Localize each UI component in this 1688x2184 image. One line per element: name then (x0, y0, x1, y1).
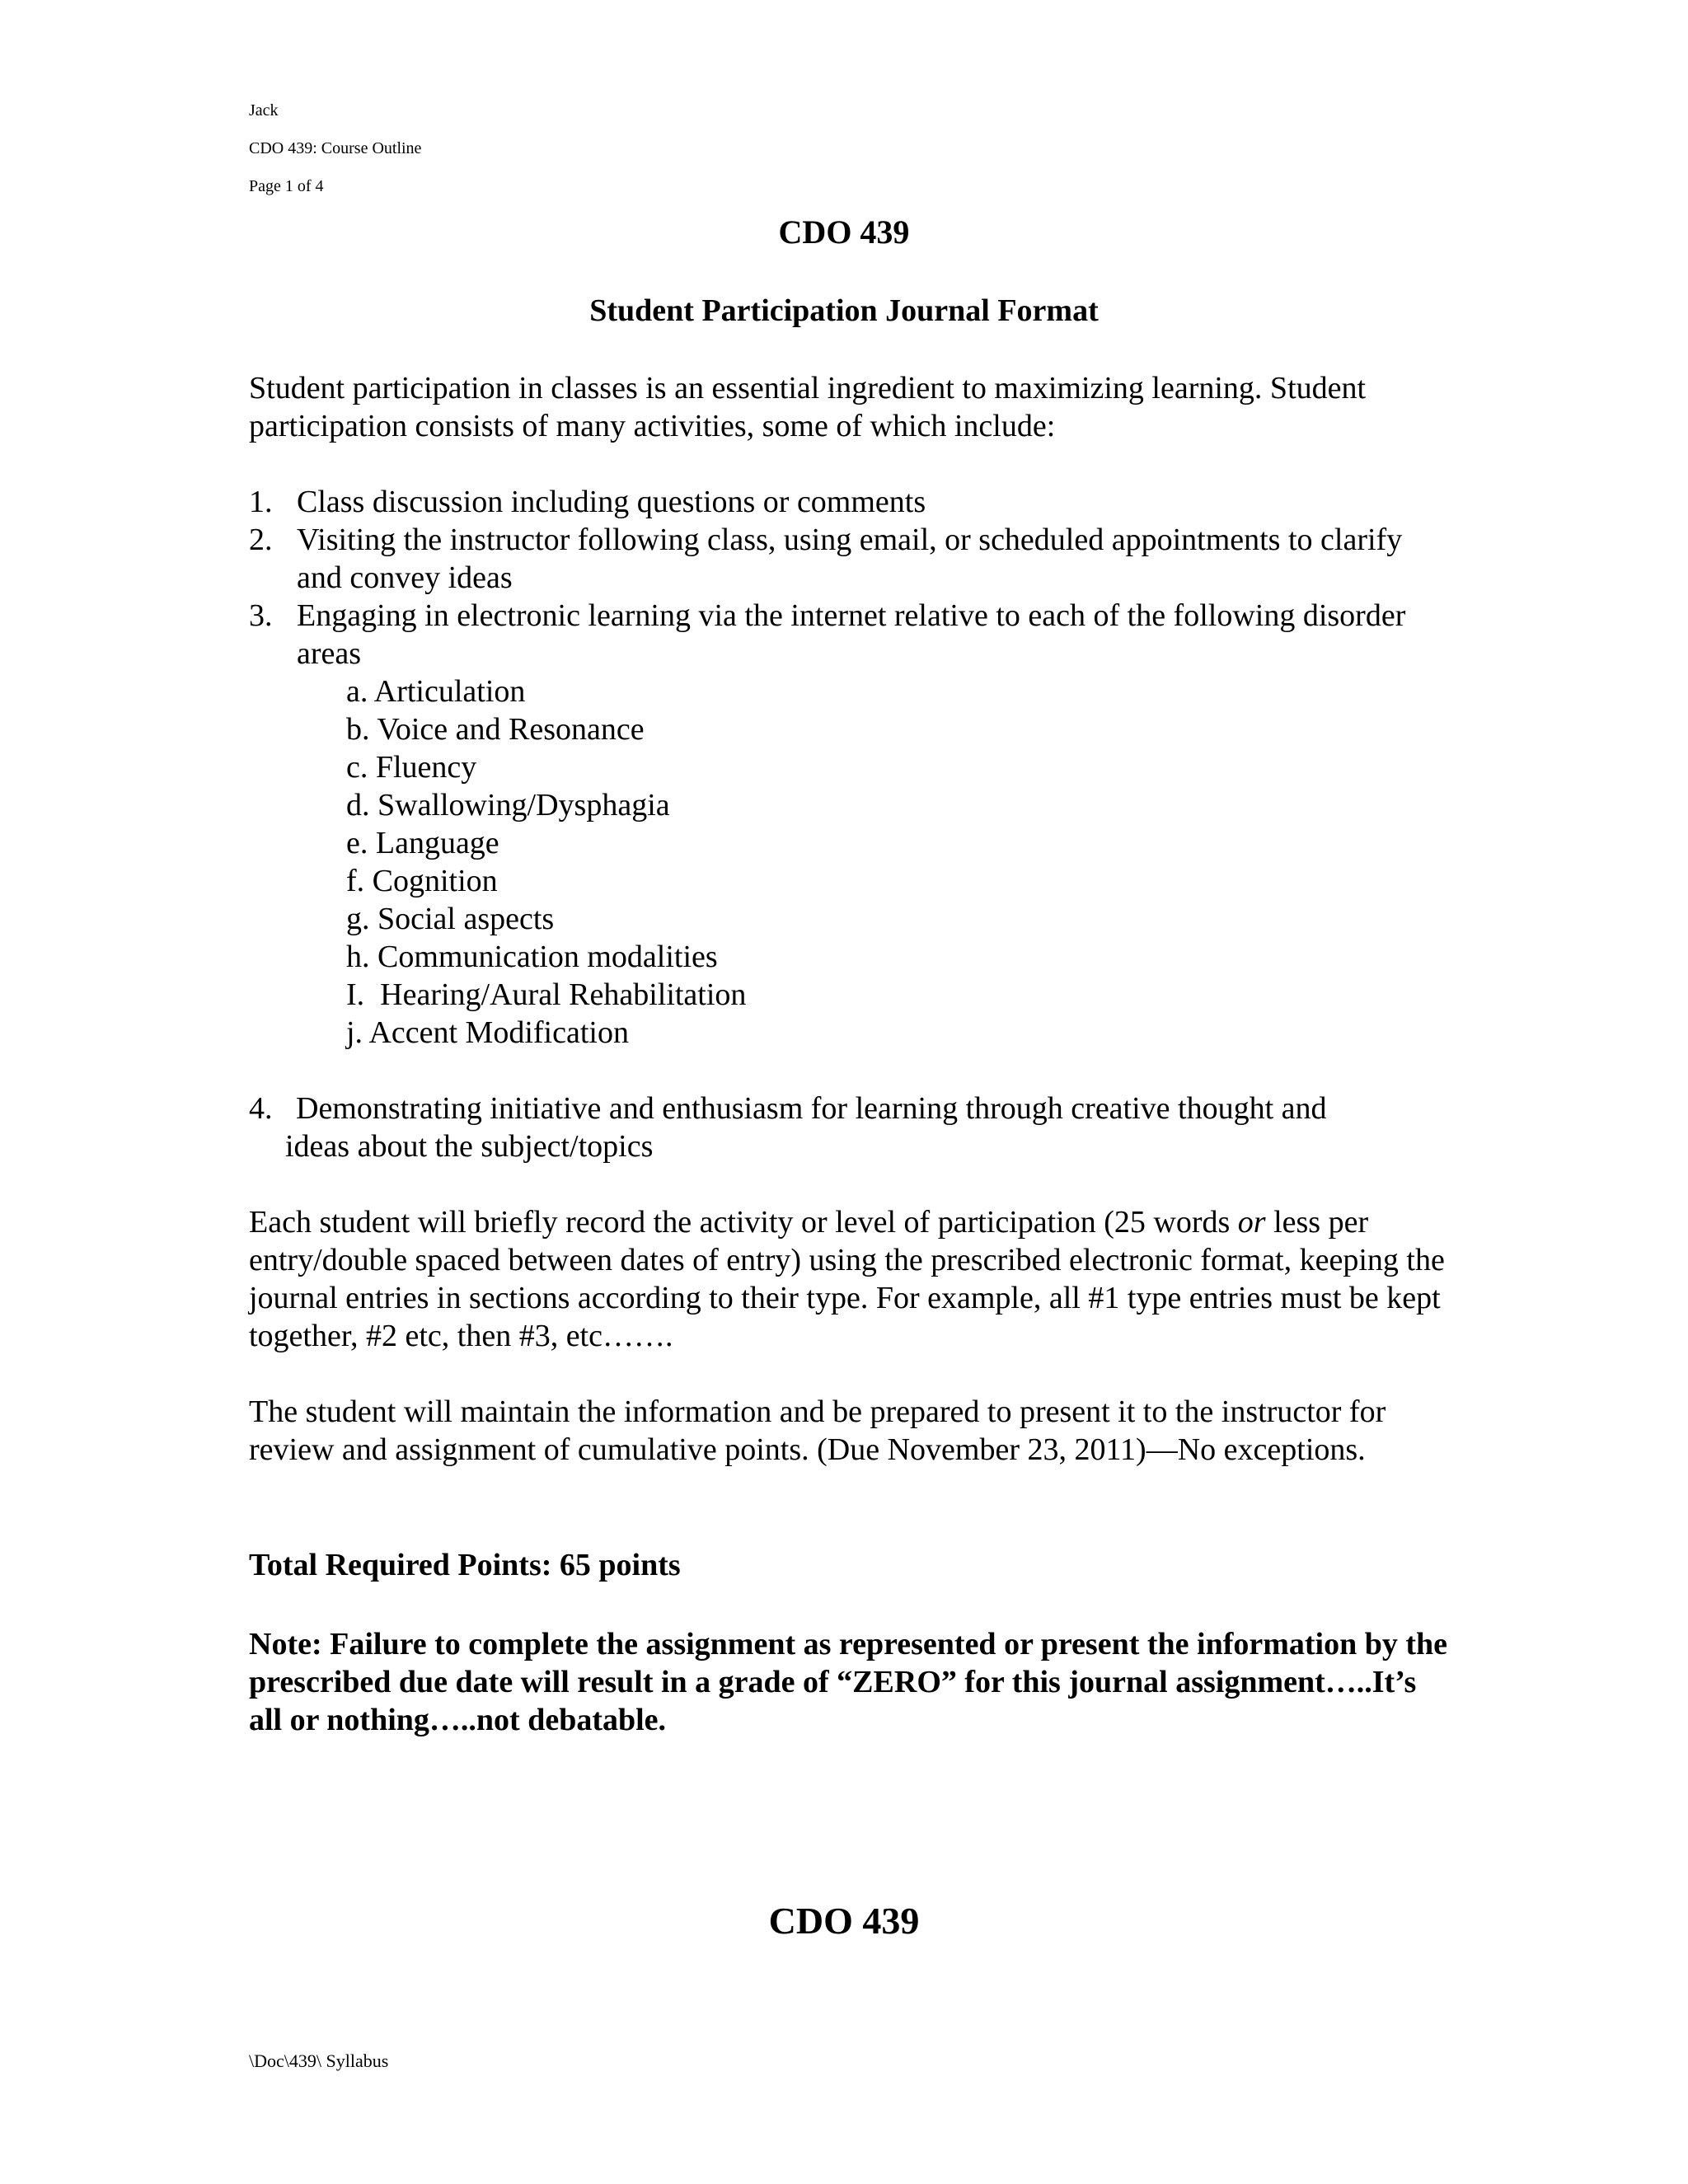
text-run: less per entry/double spaced between dates of entry) using the prescribed electronic format, keeping the journal entries in sections according to their type. For example, all #1 type entries must be kept together, #2 etc, then #3, etc……. (249, 1205, 1445, 1353)
list-item: a. Articulation (346, 674, 526, 709)
list-item: h. Communication modalities (346, 940, 718, 974)
activity-item-2 (249, 521, 1452, 597)
header-author: Jack (249, 101, 279, 120)
total-points: Total Required Points: 65 points (249, 1548, 681, 1582)
header-course: CDO 439: Course Outline (249, 139, 422, 157)
list-item: I. Hearing/Aural Rehabilitation (346, 977, 747, 1012)
list-item: j. Accent Modification (346, 1015, 629, 1050)
intro-text: Student participation in classes is an essential ingredient to maximizing learning. Student participation consists of many activities, some of which include: (249, 371, 1367, 443)
activity-list (249, 483, 1452, 673)
list-item: e. Language (346, 826, 499, 860)
note-paragraph (249, 1625, 1452, 1739)
document-title: CDO 439 (778, 213, 910, 251)
bottom-title: CDO 439 (768, 1900, 920, 1942)
list-item: b. Voice and Resonance (346, 712, 645, 747)
activity-number: 2. (249, 523, 273, 557)
due-date-text: The student will maintain the information and be prepared to present it to the instructor for review and assignment of cumulative points. (Due November 23, 2011)—No exceptions. (249, 1394, 1386, 1467)
note-text: Note: Failure to complete the assignment as represented or present the information by the prescribed due date will result in a grade of “ZERO” for this journal assignment…..It’s all or nothing…..not debatable. (249, 1627, 1448, 1737)
list-item: g. Social aspects (346, 902, 555, 936)
activity-item-4 (249, 1090, 1452, 1165)
activity-text: Engaging in electronic learning via the internet relative to each of the following disorder areas (297, 598, 1406, 671)
activity-text-continued: ideas about the subject/topics (285, 1129, 654, 1164)
page-footer: \Doc\439\ Syllabus (249, 2050, 389, 2071)
emphasis: or (1237, 1205, 1266, 1240)
header-page: Page 1 of 4 (249, 177, 324, 195)
activity-number: 4. (249, 1091, 273, 1126)
paragraph-due-date (249, 1393, 1452, 1469)
text-run: Each student will briefly record the activity or level of participation (25 words (249, 1205, 1238, 1240)
activity-item-3 (249, 597, 1452, 673)
list-item: c. Fluency (346, 750, 477, 785)
document-subtitle: Student Participation Journal Format (589, 293, 1099, 328)
activity-item-1 (249, 483, 1452, 521)
disorder-areas-list (346, 673, 746, 1052)
activity-text: Demonstrating initiative and enthusiasm for learning through creative thought and (296, 1091, 1327, 1126)
activity-text: Visiting the instructor following class, using email, or scheduled appointments to clarify and convey ideas (297, 523, 1403, 595)
activity-text: Class discussion including questions or comments (297, 485, 926, 519)
list-item: f. Cognition (346, 864, 498, 898)
list-item: d. Swallowing/Dysphagia (346, 788, 670, 823)
intro-paragraph (249, 369, 1452, 445)
activity-number: 1. (249, 485, 273, 519)
paragraph-recording (249, 1203, 1452, 1355)
recording-text (249, 1203, 1452, 1355)
activity-number: 3. (249, 598, 273, 633)
